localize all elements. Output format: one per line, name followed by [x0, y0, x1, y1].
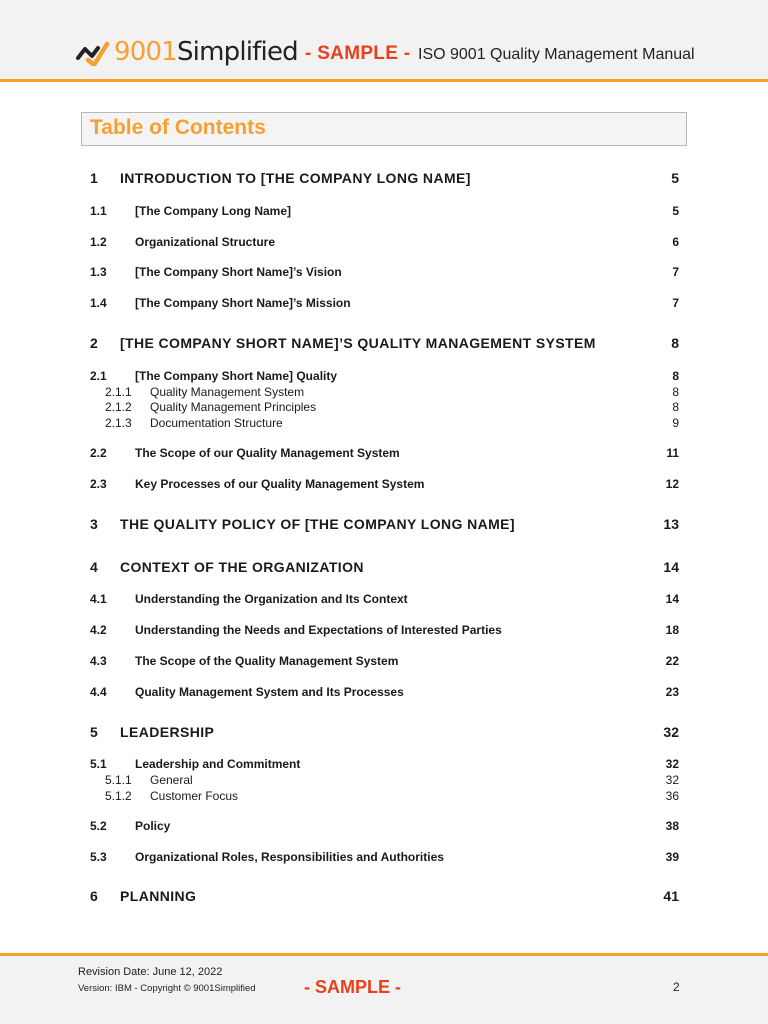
- toc-entry-subsection[interactable]: [0, 623, 768, 643]
- toc-entry-number: 2.1.1: [105, 385, 132, 399]
- toc-entry-page: 7: [672, 265, 679, 279]
- toc-entry-subsection[interactable]: [0, 477, 768, 497]
- toc-entry-title: Understanding the Organization and Its Context: [135, 592, 408, 606]
- page-number: 2: [673, 980, 680, 994]
- toc-entry-page: 41: [663, 888, 679, 904]
- toc-entry-page: 36: [665, 789, 679, 803]
- toc-entry-title: Understanding the Needs and Expectations of Interested Parties: [135, 623, 502, 637]
- toc-entry-number: 4.2: [90, 623, 107, 637]
- toc-entry-subsection[interactable]: [0, 850, 768, 870]
- toc-entry-section[interactable]: [0, 516, 768, 536]
- toc-entry-title: Documentation Structure: [150, 416, 283, 430]
- toc-entry-number: 3: [90, 516, 99, 532]
- toc-entry-subsection[interactable]: [0, 204, 768, 224]
- toc-entry-title: Organizational Roles, Responsibilities and Authorities: [135, 850, 444, 864]
- toc-entry-number: 5.2: [90, 819, 107, 833]
- toc-entry-subsection[interactable]: [0, 446, 768, 466]
- toc-entry-title: Quality Management System and Its Processes: [135, 685, 404, 699]
- toc-entry-section[interactable]: [0, 559, 768, 579]
- toc-entry-title: THE QUALITY POLICY OF [THE COMPANY LONG NAME]: [120, 516, 515, 532]
- toc-entry-number: 4.3: [90, 654, 107, 668]
- toc-entry-subsection[interactable]: [0, 235, 768, 255]
- toc-entry-title: Quality Management Principles: [150, 400, 317, 414]
- toc-entry-title: LEADERSHIP: [120, 724, 215, 740]
- toc-entry-title: The Scope of the Quality Management System: [135, 654, 399, 668]
- toc-entry-page: 39: [665, 850, 679, 864]
- toc-entry-number: 2: [90, 335, 99, 351]
- toc-entry-subsection[interactable]: [0, 296, 768, 316]
- toc-entry-subsection[interactable]: [0, 685, 768, 705]
- toc-entry-subsubsection[interactable]: [0, 416, 768, 436]
- toc-entry-subsection[interactable]: [0, 592, 768, 612]
- toc-entry-page: 38: [665, 819, 679, 833]
- brand-logo: [76, 33, 298, 71]
- toc-entry-title: The Scope of our Quality Management System: [135, 446, 400, 460]
- toc-entry-number: 4.4: [90, 685, 107, 699]
- toc-entry-page: 8: [672, 369, 679, 383]
- toc-title-box: [81, 112, 687, 146]
- header-sample-label: - SAMPLE -: [305, 43, 411, 64]
- toc-entry-page: 23: [665, 685, 679, 699]
- page-header: [0, 0, 768, 82]
- toc-entry-title: PLANNING: [120, 888, 197, 904]
- toc-entry-page: 12: [665, 477, 679, 491]
- toc-entry-page: 32: [665, 757, 679, 771]
- toc-entry-number: 5: [90, 724, 99, 740]
- toc-entry-number: 4: [90, 559, 99, 575]
- toc-entry-title: INTRODUCTION TO [THE COMPANY LONG NAME]: [120, 170, 471, 186]
- toc-entry-page: 32: [665, 773, 679, 787]
- toc-heading: Table of Contents: [90, 116, 266, 139]
- toc-entry-title: CONTEXT OF THE ORGANIZATION: [120, 559, 364, 575]
- toc-entry-number: 5.1.1: [105, 773, 132, 787]
- toc-entry-title: [The Company Short Name]’s Vision: [135, 265, 342, 279]
- toc-entry-title: [The Company Short Name]’s Mission: [135, 296, 351, 310]
- toc-entry-title: General: [150, 773, 193, 787]
- toc-entry-page: 8: [672, 400, 679, 414]
- toc-entry-page: 5: [672, 204, 679, 218]
- toc-entry-number: 5.1: [90, 757, 107, 771]
- toc-entry-page: 18: [665, 623, 679, 637]
- brand-name: 9001Simplified: [114, 37, 298, 67]
- toc-entry-section[interactable]: [0, 724, 768, 744]
- toc-entry-title: Quality Management System: [150, 385, 305, 399]
- toc-entry-page: 32: [663, 724, 679, 740]
- chart-check-logo-icon: [76, 38, 110, 66]
- toc-entry-subsubsection[interactable]: [0, 789, 768, 809]
- toc-entry-title: Organizational Structure: [135, 235, 276, 249]
- toc-entry-title: Leadership and Commitment: [135, 757, 301, 771]
- toc-entry-number: 1.4: [90, 296, 107, 310]
- toc-entry-title: [The Company Short Name] Quality: [135, 369, 338, 383]
- toc-entry-number: 2.1: [90, 369, 107, 383]
- toc-entry-number: 2.2: [90, 446, 107, 460]
- toc-entry-page: 22: [665, 654, 679, 668]
- page-footer: [0, 953, 768, 1024]
- toc-entry-page: 14: [665, 592, 679, 606]
- toc-entry-subsection[interactable]: [0, 654, 768, 674]
- toc-entry-number: 4.1: [90, 592, 107, 606]
- toc-entry-section[interactable]: [0, 888, 768, 908]
- toc-entry-section[interactable]: [0, 335, 768, 355]
- toc-entry-title: Customer Focus: [150, 789, 239, 803]
- toc-entry-title: Policy: [135, 819, 171, 833]
- toc-entry-number: 6: [90, 888, 99, 904]
- toc-entry-number: 1.1: [90, 204, 107, 218]
- toc-entry-number: 1: [90, 170, 99, 186]
- toc-entry-title: Key Processes of our Quality Management System: [135, 477, 425, 491]
- toc-entry-subsection[interactable]: [0, 265, 768, 285]
- toc-entry-page: 8: [671, 335, 679, 351]
- version-copyright: Version: IBM - Copyright © 9001Simplified: [78, 983, 256, 994]
- toc-entry-number: 1.2: [90, 235, 107, 249]
- revision-date: Revision Date: June 12, 2022: [78, 966, 223, 978]
- toc-entry-page: 8: [672, 385, 679, 399]
- toc-entry-page: 14: [663, 559, 679, 575]
- toc-entry-title: [THE COMPANY SHORT NAME]’S QUALITY MANAGEMENT SYSTEM: [120, 335, 596, 351]
- toc-entry-page: 11: [666, 446, 679, 460]
- toc-entry-subsection[interactable]: [0, 819, 768, 839]
- toc-entry-page: 5: [671, 170, 679, 186]
- document-title: ISO 9001 Quality Management Manual: [418, 46, 695, 63]
- toc-entry-number: 5.3: [90, 850, 107, 864]
- toc-entry-number: 2.1.2: [105, 400, 132, 414]
- toc-entry-page: 9: [672, 416, 679, 430]
- toc-entry-number: 2.3: [90, 477, 107, 491]
- toc-entry-number: 1.3: [90, 265, 107, 279]
- toc-entry-number: 5.1.2: [105, 789, 132, 803]
- footer-sample-label: - SAMPLE -: [304, 977, 401, 997]
- toc-entry-number: 2.1.3: [105, 416, 132, 430]
- toc-entry-title: [The Company Long Name]: [135, 204, 292, 218]
- toc-entry-page: 13: [663, 516, 679, 532]
- toc-entry-page: 7: [672, 296, 679, 310]
- toc-entry-page: 6: [672, 235, 679, 249]
- toc-entry-section[interactable]: [0, 170, 768, 190]
